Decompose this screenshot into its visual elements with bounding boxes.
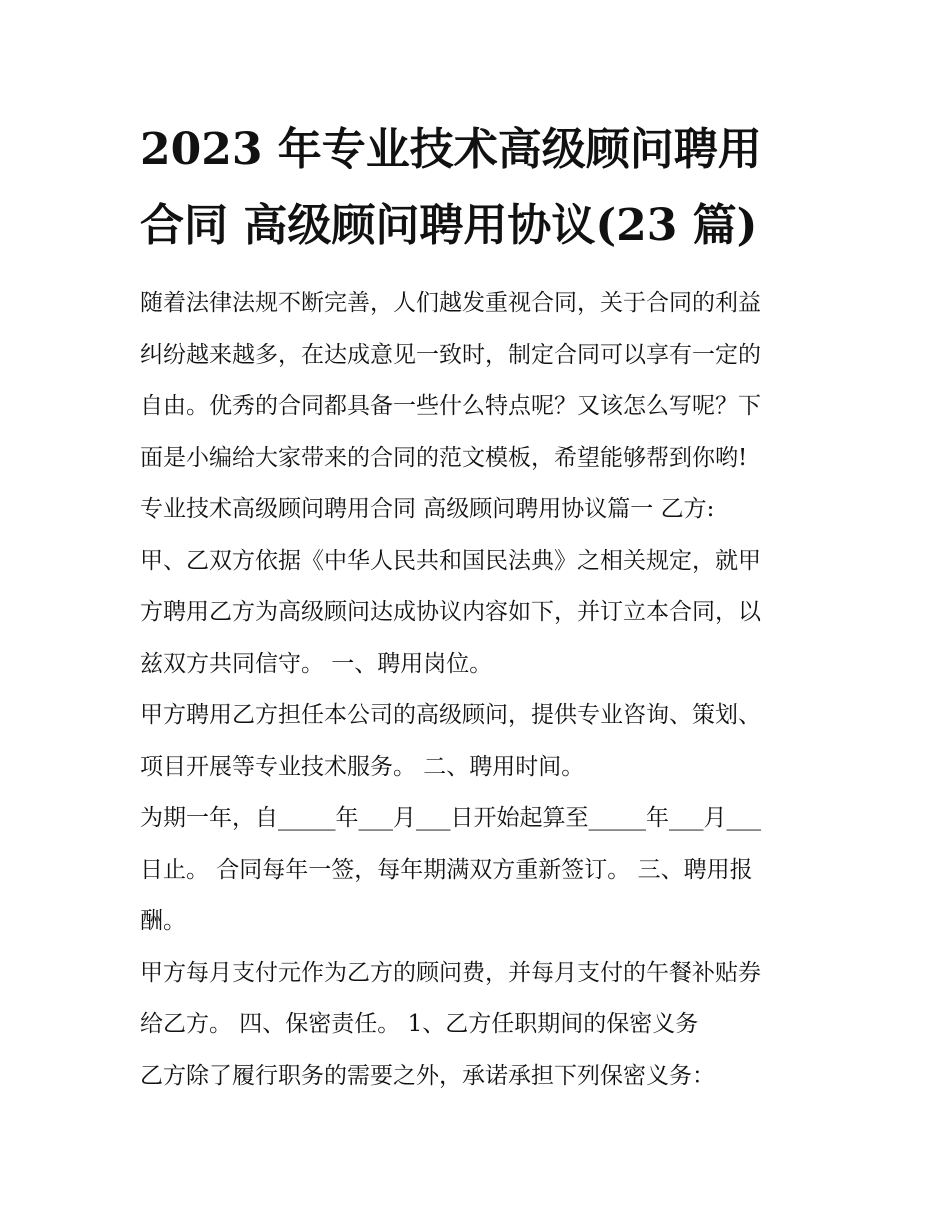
- text-line: 甲、乙双方依据《中华人民共和国民法典》之相关规定，就甲: [140, 547, 761, 574]
- text-line: 甲方聘用乙方担任本公司的高级顾问，提供专业咨询、策划、: [140, 702, 761, 728]
- title-line: 2023 年专业技术高级顾问聘用: [140, 124, 762, 175]
- title-line: 合同 高级顾问聘用协议(23 篇): [140, 200, 758, 251]
- text-line: 纠纷越来越多，在达成意见一致时，制定合同可以享有一定的: [140, 341, 761, 368]
- contract-paragraph: [140, 793, 820, 948]
- text-line: 方聘用乙方为高级顾问达成协议内容如下，并订立本合同，以: [140, 599, 761, 625]
- contract-paragraph: [140, 690, 820, 793]
- text-line: 专业技术高级顾问聘用合同 高级顾问聘用协议篇一 乙方:: [140, 496, 715, 522]
- contract-paragraph: [140, 1051, 820, 1103]
- section-heading: [140, 484, 820, 536]
- text-line: 乙方除了履行职务的需要之外，承诺承担下列保密义务：: [140, 1062, 715, 1089]
- text-line: 给乙方。 四、保密责任。 1、乙方任职期间的保密义务: [140, 1011, 699, 1037]
- text-line: 项目开展等专业技术服务。 二、聘用时间。: [140, 753, 585, 780]
- text-line: 随着法律法规不断完善，人们越发重视合同，关于合同的利益: [140, 290, 761, 316]
- text-line: 面是小编给大家带来的合同的范文模板，希望能够帮到你哟!: [140, 444, 748, 471]
- intro-paragraph: [140, 278, 820, 484]
- text-line: 甲方每月支付元作为乙方的顾问费，并每月支付的午餐补贴券: [140, 959, 761, 986]
- text-line: 酬。: [140, 908, 186, 934]
- text-line: 自由。优秀的合同都具备一些什么特点呢？又该怎么写呢？下: [140, 393, 761, 419]
- contract-paragraph: [140, 536, 820, 691]
- text-line: 为期一年，自_____年___月___日开始起算至_____年___月___: [140, 805, 761, 831]
- document-title: [140, 112, 820, 264]
- document-body: [140, 278, 820, 1102]
- text-line: 兹双方共同信守。 一、聘用岗位。: [140, 650, 493, 677]
- contract-paragraph: [140, 948, 820, 1051]
- text-line: 日止。 合同每年一签，每年期满双方重新签订。 三、聘用报: [140, 856, 753, 883]
